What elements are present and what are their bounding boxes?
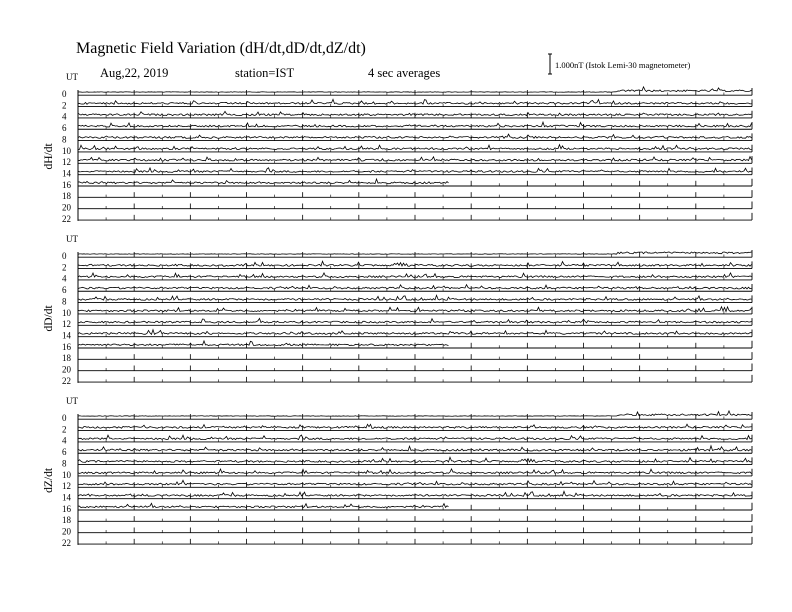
scale-bar (548, 54, 691, 74)
row-hour-label: 12 (62, 157, 71, 168)
station-label: station=IST (235, 66, 295, 80)
row-hour-label: 6 (62, 447, 67, 458)
row-hour-label: 14 (62, 330, 71, 341)
panels (43, 72, 752, 548)
row-hour-label: 4 (62, 435, 67, 446)
data-trace (78, 179, 449, 184)
data-trace (78, 503, 449, 507)
row-hour-label: 20 (62, 202, 71, 213)
row-hour-label: 10 (62, 145, 71, 156)
row-hour-label: 8 (62, 458, 67, 469)
averaging-label: 4 sec averages (368, 66, 441, 80)
row-hour-label: 0 (62, 89, 67, 99)
panel-label: dH/dt (43, 143, 55, 170)
row-hour-label: 10 (62, 307, 71, 318)
row-hour-label: 14 (62, 168, 71, 179)
row-hour-label: 2 (62, 100, 67, 111)
row-hour-label: 6 (62, 285, 67, 296)
row-hour-label: 12 (62, 481, 71, 492)
row-hour-label: 20 (62, 526, 71, 537)
row-hour-label: 22 (62, 537, 71, 548)
row-hour-label: 4 (62, 273, 67, 284)
data-trace (78, 341, 449, 346)
row-hour-label: 18 (62, 515, 71, 526)
row-hour-label: 16 (62, 179, 71, 190)
chart-title: Magnetic Field Variation (dH/dt,dD/dt,dZ/dt) (76, 40, 366, 57)
row-hour-label: 4 (62, 111, 67, 122)
row-hour-label: 22 (62, 213, 71, 224)
row-hour-label: 10 (62, 469, 71, 480)
ut-label: UT (66, 396, 78, 406)
panel-label: dZ/dt (43, 467, 55, 493)
row-hour-label: 20 (62, 364, 71, 375)
ut-label: UT (66, 72, 78, 82)
scale-bar-label: 1.000nT (Istok Lemi-30 magnetometer) (555, 60, 691, 70)
panel-2 (43, 234, 752, 386)
row-hour-label: 12 (62, 319, 71, 330)
row-hour-label: 6 (62, 123, 67, 134)
row-hour-label: 18 (62, 191, 71, 202)
row-hour-label: 2 (62, 424, 67, 435)
row-hour-label: 14 (62, 492, 71, 503)
panel-3 (43, 396, 752, 548)
row-hour-label: 18 (62, 353, 71, 364)
ut-label: UT (66, 234, 78, 244)
row-hour-label: 0 (62, 413, 67, 423)
row-hour-label: 16 (62, 341, 71, 352)
row-hour-label: 8 (62, 134, 67, 145)
panel-1 (43, 72, 752, 224)
row-hour-label: 22 (62, 375, 71, 386)
date-label: Aug,22, 2019 (100, 66, 169, 80)
row-hour-label: 16 (62, 503, 71, 514)
panel-label: dD/dt (43, 305, 55, 332)
row-hour-label: 8 (62, 296, 67, 307)
row-hour-label: 0 (62, 251, 67, 261)
row-hour-label: 2 (62, 262, 67, 273)
